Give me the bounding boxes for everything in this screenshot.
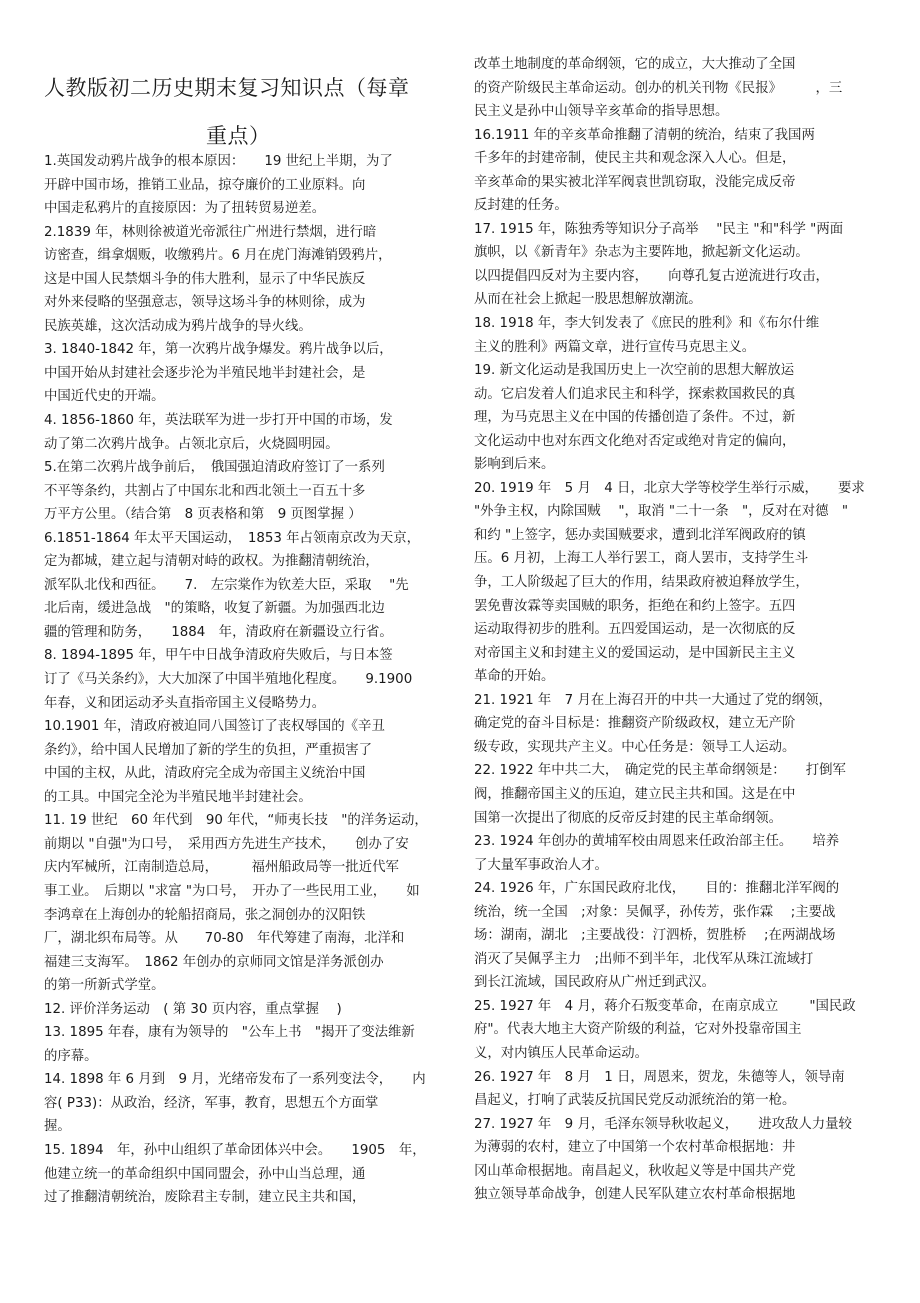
text-line: 运动取得初步的胜利。五四爱国运动，是一次彻底的反: [474, 622, 796, 638]
text-line: 派军队北伐和西征。 7. 左宗棠作为钦差大臣，采取 "先: [44, 577, 409, 593]
text-line: 文化运动中也对东西文化绝对否定或绝对肯定的偏向，: [474, 433, 796, 449]
text-line: 25. 1927 年 4 月，蒋介石叛变革命，在南京成立 "国民政: [474, 998, 856, 1014]
text-line: 这是中国人民禁烟斗争的伟大胜利，显示了中华民族反: [44, 271, 366, 287]
text-line: 主义的胜利》两篇文章，进行宣传马克思主义。: [474, 339, 756, 355]
text-line: 3. 1840-1842 年，第一次鸦片战争爆发。鸦片战争以后，: [44, 342, 393, 358]
text-line: 千多年的封建帝制，使民主共和观念深入人心。但是，: [474, 151, 796, 167]
text-line: 场：湖南，湖北 ;主要战役：汀泗桥，贺胜桥 ;在两湖战场: [474, 928, 836, 944]
document-title: [44, 64, 434, 160]
text-line: 24. 1926 年，广东国民政府北伐， 目的：推翻北洋军阀的: [474, 881, 840, 897]
text-line: 中国开始从封建社会逐步沦为半殖民地半封建社会，是: [44, 365, 366, 381]
text-line: "外争主权，内除国贼 "，取消 "二十一条 "，反对在对德 ": [474, 504, 849, 520]
text-line: 北后南，缓进急战 "的策略，收复了新疆。为加强西北边: [44, 601, 385, 617]
text-line: 昌起义，打响了武装反抗国民党反动派统治的第一枪。: [474, 1093, 796, 1109]
text-line: 动了第二次鸦片战争。占领北京后，火烧圆明园。: [44, 436, 339, 452]
text-line: 为薄弱的农村，建立了中国第一个农村革命根据地：井: [474, 1140, 796, 1156]
text-line: 民族英雄，这次活动成为鸦片战争的导火线。: [44, 318, 312, 334]
text-line: 访密查，缉拿烟贩，收缴鸦片。6 月在虎门海滩销毁鸦片，: [44, 248, 392, 264]
text-line: 冈山革命根据地。南昌起义，秋收起义等是中国共产党: [474, 1163, 796, 1179]
text-line: 国第一次提出了彻底的反帝反封建的民主革命纲领。: [474, 810, 782, 826]
text-line: 18. 1918 年，李大钊发表了《庶民的胜利》和《布尔什维: [474, 316, 820, 332]
text-line: 府"。代表大地主大资产阶级的利益，它对外投靠帝国主: [474, 1022, 802, 1038]
text-line: 事工业。 后期以 "求富 "为口号， 开办了一些民用工业， 如: [44, 883, 420, 899]
text-line: 过了推翻清朝统治，废除君主专制，建立民主共和国，: [44, 1190, 366, 1206]
text-line: 的序幕。: [44, 1048, 98, 1064]
text-line: 1.英国发动鸦片战争的根本原因： 19 世纪上半期，为了: [44, 154, 393, 169]
text-line: 27. 1927 年 9 月，毛泽东领导秋收起义， 进攻敌人力量较: [474, 1116, 852, 1132]
text-line: 握。: [44, 1119, 71, 1135]
text-line: 了大量军事政治人才。: [474, 857, 608, 873]
text-line: 17. 1915 年，陈独秀等知识分子高举 "民主 "和"科学 "两面: [474, 221, 844, 237]
text-line: 旗帜，以《新青年》杂志为主要阵地，掀起新文化运动。: [474, 245, 809, 261]
text-line: 中国的主权，从此，清政府完全成为帝国主义统治中国: [44, 766, 366, 782]
text-line: 的第一所新式学堂。: [44, 978, 165, 994]
text-line: 动。它启发着人们追求民主和科学，探索救国救民的真: [474, 386, 796, 402]
text-line: 的资产阶级民主革命运动。创办的机关刊物《民报》 ，三: [474, 80, 843, 96]
text-line: 影响到后来。: [474, 457, 555, 473]
text-line: 义，对内镇压人民革命运动。: [474, 1045, 649, 1061]
text-line: 疆的管理和防务， 1884 年，清政府在新疆设立行省。: [44, 624, 393, 640]
text-line: 统治，统一全国 ;对象：吴佩孚，孙传芳，张作霖 ;主要战: [474, 904, 836, 920]
text-line: 26. 1927 年 8 月 1 日，周恩来，贺龙，朱德等人，领导南: [474, 1069, 845, 1085]
text-line: 4. 1856-1860 年，英法联军为进一步打开中国的市场，发: [44, 413, 393, 429]
text-line: 中国近代史的开端。: [44, 389, 165, 405]
text-line: 年春，义和团运动矛头直指帝国主义侵略势力。: [44, 695, 326, 711]
text-line: 革命的开始。: [474, 669, 555, 685]
text-line: 12. 评价洋务运动 ( 第 30 页内容，重点掌握 ): [44, 1001, 342, 1017]
title-line-1: 人教版初二历史期末复习知识点（每章: [44, 76, 410, 100]
title-line-2: 重点）: [206, 124, 271, 148]
text-line: 确定党的奋斗目标是：推翻资产阶级政权，建立无产阶: [474, 716, 796, 732]
text-line: 21. 1921 年 7 月在上海召开的中共一大通过了党的纲领，: [474, 692, 832, 708]
text-line: 级专政，实现共产主义。中心任务是：领导工人运动。: [474, 739, 796, 755]
text-line: 15. 1894 年，孙中山组织了革命团体兴中会。 1905 年，: [44, 1142, 426, 1158]
text-line: 辛亥革命的果实被北洋军阀袁世凯窃取，没能完成反帝: [474, 174, 796, 190]
text-line: 厂，湖北织布局等。从 70-80 年代筹建了南海，北洋和: [44, 931, 405, 947]
text-line: 对帝国主义和封建主义的爱国运动，是中国新民主主义: [474, 645, 796, 661]
text-line: 阀，推翻帝国主义的压迫，建立民主共和国。这是在中: [474, 786, 796, 802]
text-line: 订了《马关条约》，大大加深了中国半殖地化程度。 9.1900: [44, 672, 413, 688]
text-line: 罢免曹汝霖等卖国贼的职务，拒绝在和约上签字。五四: [474, 598, 796, 614]
left-text-column: [44, 150, 444, 1210]
text-line: 8. 1894-1895 年，甲午中日战争清政府失败后，与日本签: [44, 648, 393, 664]
text-line: 独立领导革命战争，创建人民军队建立农村革命根据地: [474, 1187, 796, 1203]
text-line: 压。6 月初，上海工人举行罢工，商人罢市，支持学生斗: [474, 551, 809, 567]
text-line: 对外来侵略的坚强意志，领导这场斗争的林则徐，成为: [44, 295, 366, 311]
text-line: 反封建的任务。: [474, 198, 568, 214]
text-line: 福建三支海军。 1862 年创办的京师同文馆是洋务派创办: [44, 954, 384, 970]
text-line: 庆内军械所，江南制造总局， 福州船政局等一批近代军: [44, 860, 399, 876]
text-line: 14. 1898 年 6 月到 9 月，光绪帝发布了一系列变法令， 内: [44, 1072, 426, 1088]
text-line: 16.1911 年的辛亥革命推翻了清朝的统治，结束了我国两: [474, 127, 815, 143]
text-line: 万平方公里。（结合第 8 页表格和第 9 页图掌握 ）: [44, 507, 362, 523]
text-line: 理，为马克思主义在中国的传播创造了条件。不过，新: [474, 410, 796, 426]
text-line: 中国走私鸦片的直接原因：为了扭转贸易逆差。: [44, 201, 326, 217]
text-line: 争，工人阶级起了巨大的作用，结果政府被迫释放学生，: [474, 575, 809, 591]
text-line: 23. 1924 年创办的黄埔军校由周恩来任政治部主任。 培养: [474, 834, 840, 850]
text-line: 以四提倡四反对为主要内容， 向尊孔复古逆流进行攻击，: [474, 268, 829, 284]
text-line: 从而在社会上掀起一股思想解放潮流。: [474, 292, 702, 308]
text-line: 容( P33)：从政治，经济，军事，教育，思想五个方面掌: [44, 1095, 379, 1111]
text-line: 2.1839 年，林则徐被道光帝派往广州进行禁烟，进行暗: [44, 224, 377, 240]
text-line: 定为都城，建立起与清朝对峙的政权。为推翻清朝统治，: [44, 554, 379, 570]
text-line: 5.在第二次鸦片战争前后， 俄国强迫清政府签订了一系列: [44, 460, 385, 476]
text-line: 改革土地制度的革命纲领，它的成立，大大推动了全国: [474, 57, 796, 72]
text-line: 到长江流域，国民政府从广州迁到武汉。: [474, 975, 716, 991]
text-line: 消灭了吴佩孚主力 ;出师不到半年，北伐军从珠江流域打: [474, 951, 814, 967]
text-line: 条约》，给中国人民增加了新的学生的负担，严重损害了: [44, 742, 373, 758]
text-line: 开辟中国市场，推销工业品，掠夺廉价的工业原料。向: [44, 177, 366, 193]
text-line: 前期以 "自强"为口号， 采用西方先进生产技术， 创办了安: [44, 836, 409, 852]
text-line: 他建立统一的革命组织中国同盟会，孙中山当总理，通: [44, 1166, 366, 1182]
text-line: 10.1901 年，清政府被迫同八国签订了丧权辱国的《辛丑: [44, 719, 385, 735]
text-line: 民主义是孙中山领导辛亥革命的指导思想。: [474, 104, 729, 120]
text-line: 22. 1922 年中共二大， 确定党的民主革命纲领是： 打倒军: [474, 763, 846, 779]
text-line: 13. 1895 年春，康有为领导的 "公车上书 "揭开了变法维新: [44, 1025, 415, 1041]
text-line: 不平等条约，共割占了中国东北和西北领土一百五十多: [44, 483, 366, 499]
text-line: 6.1851-1864 年太平天国运动， 1853 年占领南京改为天京，: [44, 530, 421, 546]
text-line: 11. 19 世纪 60 年代到 90 年代，“师夷长技 "的洋务运动，: [44, 813, 428, 829]
text-line: 20. 1919 年 5 月 4 日，北京大学等校学生举行示威， 要求: [474, 480, 865, 496]
text-line: 和约 "上签字，惩办卖国贼要求，遭到北洋军阀政府的镇: [474, 527, 806, 543]
text-line: 的工具。中国完全沦为半殖民地半封建社会。: [44, 789, 312, 805]
right-text-column: [474, 53, 874, 1207]
text-line: 李鸿章在上海创办的轮船招商局，张之洞创办的汉阳铁: [44, 907, 366, 923]
text-line: 19. 新文化运动是我国历史上一次空前的思想大解放运: [474, 363, 795, 379]
